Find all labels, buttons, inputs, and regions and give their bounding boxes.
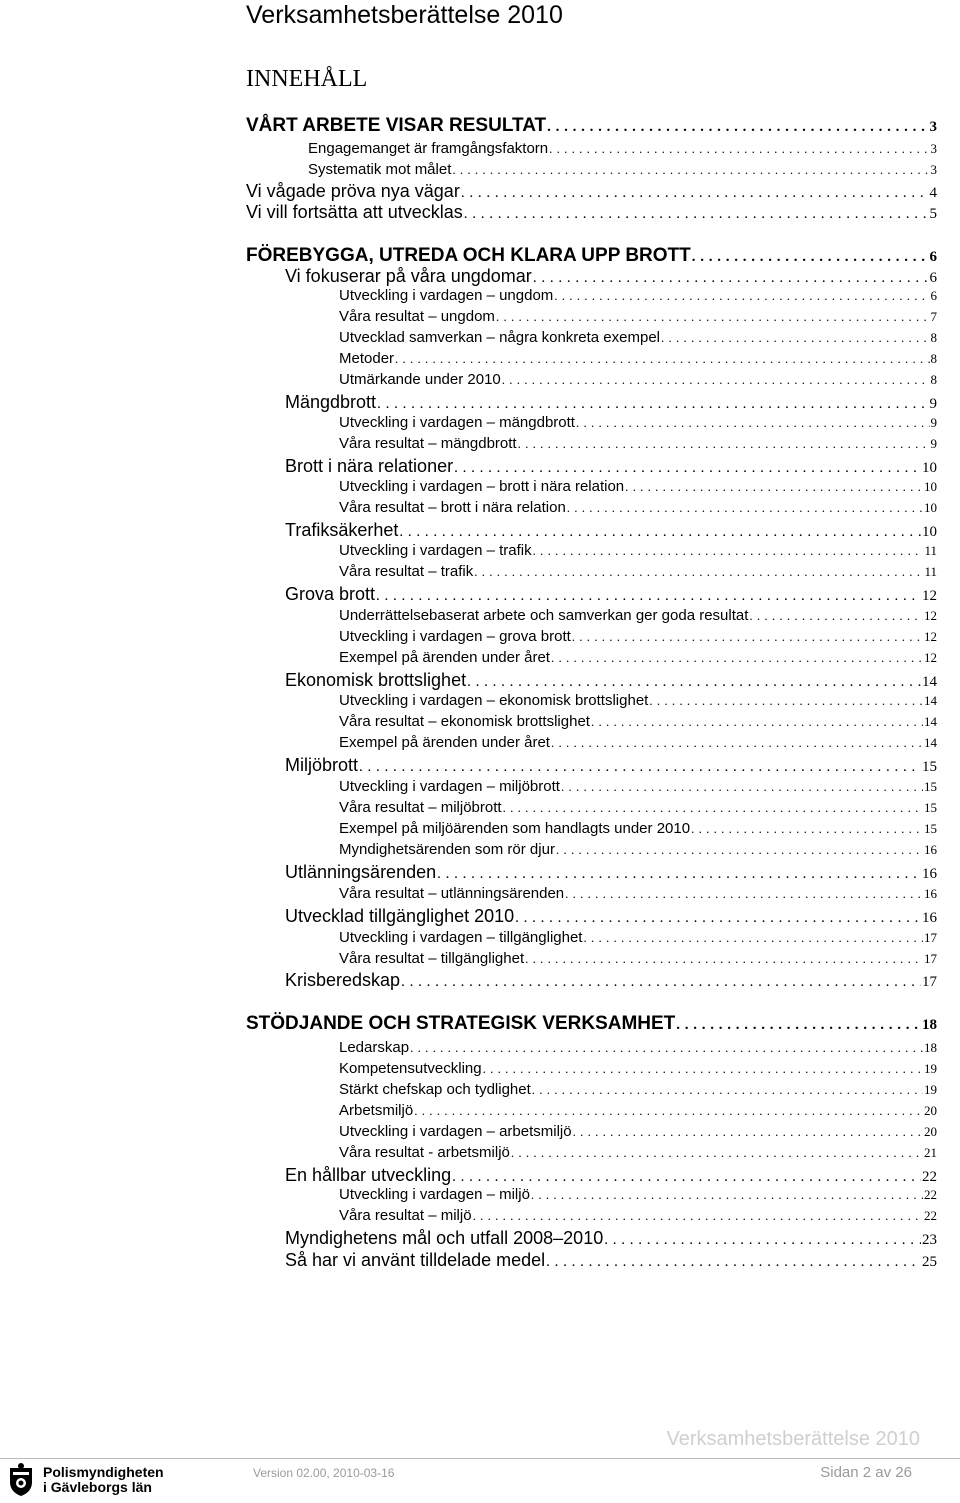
toc-dot-leader xyxy=(452,162,929,178)
toc-entry-page: 14 xyxy=(924,735,937,750)
toc-entry-title: Våra resultat – mängdbrott xyxy=(339,435,517,452)
toc-entry-page: 8 xyxy=(930,330,937,345)
toc-entry-page: 10 xyxy=(922,460,937,476)
toc-entry[interactable] xyxy=(285,1228,937,1249)
toc-entry[interactable] xyxy=(339,885,937,902)
toc-entry[interactable] xyxy=(339,607,937,624)
toc-entry[interactable] xyxy=(339,1060,937,1077)
toc-entry-page: 22 xyxy=(922,1169,937,1185)
toc-entry-title: Miljöbrott xyxy=(285,755,359,775)
toc-dot-leader xyxy=(359,759,921,776)
toc-entry[interactable] xyxy=(285,584,937,605)
toc-entry-title: Utveckling i vardagen – miljö xyxy=(339,1186,530,1203)
toc-dot-leader xyxy=(515,910,921,927)
toc-entry[interactable] xyxy=(339,542,937,559)
toc-entry[interactable] xyxy=(339,713,937,730)
toc-entry-page: 16 xyxy=(922,910,937,926)
toc-entry-title: Våra resultat – miljö xyxy=(339,1207,472,1224)
toc-entry-title: Våra resultat – trafik xyxy=(339,563,474,580)
toc-dot-leader xyxy=(554,288,929,304)
toc-entry-title: Utlänningsärenden xyxy=(285,862,437,882)
toc-entry-page: 16 xyxy=(922,866,937,882)
toc-dot-leader xyxy=(604,1232,921,1249)
toc-entry-title: Vi vill fortsätta att utvecklas xyxy=(246,202,463,222)
toc-dot-leader xyxy=(461,185,929,202)
toc-entry-title: Utveckling i vardagen – tillgänglighet xyxy=(339,929,583,946)
toc-entry-title: Vi vågade pröva nya vägar xyxy=(246,181,460,201)
toc-entry[interactable] xyxy=(339,950,937,967)
toc-entry-title: Systematik mot målet xyxy=(308,161,452,178)
toc-dot-leader xyxy=(483,1061,923,1077)
toc-entry-page: 15 xyxy=(924,779,937,794)
toc-entry-page: 8 xyxy=(930,351,937,366)
toc-entry-title: Utveckling i vardagen – arbetsmiljö xyxy=(339,1123,572,1140)
toc-dot-leader xyxy=(561,779,923,795)
toc-entry-title: Metoder xyxy=(339,350,395,367)
toc-entry[interactable] xyxy=(246,245,937,267)
toc-entry[interactable] xyxy=(339,1102,937,1119)
toc-entry-page: 10 xyxy=(922,524,937,540)
toc-dot-leader xyxy=(502,372,930,388)
toc-entry-title: STÖDJANDE OCH STRATEGISK VERKSAMHET xyxy=(246,1013,676,1034)
toc-dot-leader xyxy=(572,629,923,645)
toc-dot-leader xyxy=(464,206,929,223)
toc-entry[interactable] xyxy=(339,308,937,325)
toc-entry[interactable] xyxy=(339,1123,937,1140)
toc-dot-leader xyxy=(546,1254,921,1271)
toc-dot-leader xyxy=(547,119,928,136)
toc-dot-leader xyxy=(625,479,923,495)
footer-page-number: Sidan 2 av 26 xyxy=(820,1464,912,1481)
toc-entry-title: Utveckling i vardagen – grova brott xyxy=(339,628,571,645)
toc-entry-title: Utvecklad samverkan – några konkreta exempel xyxy=(339,329,660,346)
toc-entry[interactable] xyxy=(285,862,937,883)
toc-entry-page: 19 xyxy=(924,1061,937,1076)
toc-entry[interactable] xyxy=(285,266,937,287)
toc-entry-page: 14 xyxy=(924,693,937,708)
toc-entry[interactable] xyxy=(339,820,937,837)
toc-entry-title: Våra resultat – miljöbrott xyxy=(339,799,502,816)
toc-entry[interactable] xyxy=(339,841,937,858)
toc-entry-page: 11 xyxy=(924,564,937,579)
toc-entry-title: Exempel på ärenden under året xyxy=(339,734,550,751)
toc-entry[interactable] xyxy=(339,435,937,452)
toc-dot-leader xyxy=(576,415,930,431)
toc-entry-page: 9 xyxy=(930,415,937,430)
toc-entry[interactable] xyxy=(285,1250,937,1271)
toc-dot-leader xyxy=(649,693,923,709)
toc-entry-title: Våra resultat – ungdom xyxy=(339,308,495,325)
toc-dot-leader xyxy=(395,351,929,367)
toc-entry-page: 5 xyxy=(929,206,937,222)
toc-dot-leader xyxy=(567,500,923,516)
toc-dot-leader xyxy=(377,396,928,413)
toc-entry[interactable] xyxy=(339,478,937,495)
toc-entry-page: 7 xyxy=(930,309,937,324)
toc-entry-title: Ledarskap xyxy=(339,1039,410,1056)
toc-entry-page: 9 xyxy=(930,436,937,451)
toc-entry-title: Underrättelsebaserat arbete och samverkan ger goda resultat xyxy=(339,607,749,624)
toc-dot-leader xyxy=(437,866,921,883)
toc-entry[interactable] xyxy=(339,692,937,709)
toc-entry-title: Brott i nära relationer xyxy=(285,456,454,476)
toc-entry-page: 11 xyxy=(924,543,937,558)
toc-entry-page: 16 xyxy=(924,842,937,857)
toc-entry-title: Våra resultat – ekonomisk brottslighet xyxy=(339,713,590,730)
toc-entry-page: 3 xyxy=(930,141,937,156)
toc-dot-leader xyxy=(692,249,929,266)
toc-entry-title: Kompetensutveckling xyxy=(339,1060,482,1077)
toc-entry-page: 10 xyxy=(924,500,937,515)
toc-dot-leader xyxy=(583,930,923,946)
toc-dot-leader xyxy=(467,674,921,691)
toc-entry[interactable] xyxy=(339,1039,937,1056)
toc-entry-page: 14 xyxy=(922,674,937,690)
toc-entry[interactable] xyxy=(285,670,937,691)
toc-entry-page: 18 xyxy=(924,1040,937,1055)
toc-entry-page: 15 xyxy=(922,759,937,775)
toc-entry-title: Våra resultat – utlänningsärenden xyxy=(339,885,565,902)
toc-entry[interactable] xyxy=(246,115,937,137)
toc-entry-title: Exempel på ärenden under året xyxy=(339,649,550,666)
toc-entry-title: Våra resultat - arbetsmiljö xyxy=(339,1144,510,1161)
toc-entry-page: 23 xyxy=(922,1232,937,1248)
toc-entry-page: 9 xyxy=(929,396,937,412)
toc-dot-leader xyxy=(518,436,930,452)
footer-version: Version 02.00, 2010-03-16 xyxy=(253,1466,395,1480)
toc-entry[interactable] xyxy=(246,202,937,223)
toc-entry-title: Så har vi använt tilldelade medel xyxy=(285,1250,546,1270)
toc-dot-leader xyxy=(551,650,923,666)
toc-entry-page: 8 xyxy=(930,372,937,387)
toc-entry[interactable] xyxy=(308,161,937,178)
toc-entry[interactable] xyxy=(285,392,937,413)
toc-dot-leader xyxy=(532,1082,923,1098)
toc-entry-title: Vi fokuserar på våra ungdomar xyxy=(285,266,532,286)
toc-entry[interactable] xyxy=(285,520,937,541)
toc-entry-page: 20 xyxy=(924,1124,937,1139)
toc-entry-page: 12 xyxy=(922,588,937,604)
toc-entry[interactable] xyxy=(339,350,937,367)
toc-entry-page: 17 xyxy=(924,951,937,966)
toc-entry[interactable] xyxy=(339,1186,937,1203)
toc-entry-page: 17 xyxy=(924,930,937,945)
toc-entry-page: 10 xyxy=(924,479,937,494)
toc-entry-title: Grova brott xyxy=(285,584,376,604)
toc-entry[interactable] xyxy=(308,140,937,157)
toc-entry-title: Utveckling i vardagen – brott i nära relation xyxy=(339,478,625,495)
toc-dot-leader xyxy=(525,951,923,967)
toc-dot-leader xyxy=(531,1187,923,1203)
toc-entry-title: Krisberedskap xyxy=(285,970,401,990)
toc-entry[interactable] xyxy=(246,181,937,202)
toc-dot-leader xyxy=(473,1208,923,1224)
toc-entry[interactable] xyxy=(339,734,937,751)
toc-entry-title: Mängdbrott xyxy=(285,392,377,412)
toc-dot-leader xyxy=(549,141,929,157)
toc-dot-leader xyxy=(533,270,929,287)
toc-dot-leader xyxy=(452,1169,921,1186)
toc-entry-title: Engagemanget är framgångsfaktorn xyxy=(308,140,549,157)
toc-entry-title: Utveckling i vardagen – mängdbrott xyxy=(339,414,575,431)
footer-rule xyxy=(0,1458,960,1459)
toc-entry-page: 4 xyxy=(929,185,937,201)
toc-heading: INNEHÅLL xyxy=(246,66,368,92)
toc-dot-leader xyxy=(503,800,923,816)
toc-dot-leader xyxy=(565,886,923,902)
toc-entry-page: 6 xyxy=(930,288,937,303)
toc-entry-title: Ekonomisk brottslighet xyxy=(285,670,467,690)
crest-icon xyxy=(4,1462,38,1498)
toc-entry-title: Stärkt chefskap och tydlighet xyxy=(339,1081,531,1098)
toc-dot-leader xyxy=(376,588,921,605)
toc-entry-title: Utveckling i vardagen – miljöbrott xyxy=(339,778,560,795)
footer-document-title: Verksamhetsberättelse 2010 xyxy=(666,1428,920,1450)
toc-entry-title: Utveckling i vardagen – ungdom xyxy=(339,287,554,304)
toc-entry[interactable] xyxy=(339,1081,937,1098)
document-title: Verksamhetsberättelse 2010 xyxy=(246,1,563,29)
toc-entry[interactable] xyxy=(339,287,937,304)
toc-entry[interactable] xyxy=(339,929,937,946)
toc-entry-title: VÅRT ARBETE VISAR RESULTAT xyxy=(246,115,547,136)
logo-line-1: Polismyndigheten xyxy=(43,1464,164,1480)
toc-entry[interactable] xyxy=(339,329,937,346)
toc-entry-title: En hållbar utveckling xyxy=(285,1165,452,1185)
toc-entry-page: 6 xyxy=(929,249,937,265)
toc-entry-title: Arbetsmiljö xyxy=(339,1102,414,1119)
toc-entry-page: 21 xyxy=(924,1145,937,1160)
toc-entry-title: Utveckling i vardagen – ekonomisk brottslighet xyxy=(339,692,649,709)
toc-entry[interactable] xyxy=(339,563,937,580)
toc-dot-leader xyxy=(496,309,930,325)
toc-entry[interactable] xyxy=(285,755,937,776)
toc-entry[interactable] xyxy=(285,906,937,927)
toc-entry-page: 22 xyxy=(924,1208,937,1223)
toc-entry[interactable] xyxy=(339,499,937,516)
toc-entry-title: Utvecklad tillgänglighet 2010 xyxy=(285,906,515,926)
toc-entry-title: Myndighetsärenden som rör djur xyxy=(339,841,555,858)
toc-dot-leader xyxy=(556,842,923,858)
toc-dot-leader xyxy=(676,1017,921,1034)
toc-entry-page: 6 xyxy=(929,270,937,286)
toc-dot-leader xyxy=(410,1040,923,1056)
toc-entry-page: 22 xyxy=(924,1187,937,1202)
toc-entry[interactable] xyxy=(339,778,937,795)
police-authority-logo xyxy=(4,1462,164,1498)
toc-entry-page: 17 xyxy=(922,974,937,990)
toc-dot-leader xyxy=(474,564,923,580)
toc-entry[interactable] xyxy=(246,1013,937,1035)
toc-entry-page: 19 xyxy=(924,1082,937,1097)
toc-entry-title: Våra resultat – brott i nära relation xyxy=(339,499,566,516)
toc-entry-page: 18 xyxy=(922,1017,937,1033)
toc-dot-leader xyxy=(551,735,923,751)
toc-dot-leader xyxy=(414,1103,923,1119)
toc-entry-title: Utveckling i vardagen – trafik xyxy=(339,542,532,559)
toc-entry-page: 12 xyxy=(924,608,937,623)
toc-dot-leader xyxy=(573,1124,923,1140)
toc-dot-leader xyxy=(749,608,923,624)
toc-entry-title: Våra resultat – tillgänglighet xyxy=(339,950,525,967)
toc-entry[interactable] xyxy=(339,414,937,431)
toc-dot-leader xyxy=(691,821,923,837)
toc-dot-leader xyxy=(399,524,921,541)
toc-dot-leader xyxy=(511,1145,923,1161)
toc-entry-title: Trafiksäkerhet xyxy=(285,520,399,540)
toc-entry[interactable] xyxy=(339,799,937,816)
toc-entry[interactable] xyxy=(339,628,937,645)
toc-entry[interactable] xyxy=(285,456,937,477)
toc-entry-page: 14 xyxy=(924,714,937,729)
toc-entry-page: 15 xyxy=(924,821,937,836)
toc-entry[interactable] xyxy=(339,1144,937,1161)
toc-entry-page: 12 xyxy=(924,629,937,644)
toc-entry-page: 3 xyxy=(930,162,937,177)
toc-dot-leader xyxy=(661,330,930,346)
toc-entry-page: 15 xyxy=(924,800,937,815)
toc-entry[interactable] xyxy=(339,1207,937,1224)
toc-entry[interactable] xyxy=(339,649,937,666)
toc-entry-page: 16 xyxy=(924,886,937,901)
toc-entry-page: 25 xyxy=(922,1254,937,1270)
toc-dot-leader xyxy=(533,543,924,559)
toc-dot-leader xyxy=(454,460,921,477)
toc-dot-leader xyxy=(591,714,923,730)
toc-entry-title: Myndighetens mål och utfall 2008–2010 xyxy=(285,1228,604,1248)
toc-entry[interactable] xyxy=(339,371,937,388)
toc-entry-title: FÖREBYGGA, UTREDA OCH KLARA UPP BROTT xyxy=(246,245,691,266)
toc-entry-title: Exempel på miljöärenden som handlagts under 2010 xyxy=(339,820,691,837)
toc-entry-page: 3 xyxy=(929,119,937,135)
toc-entry-page: 12 xyxy=(924,650,937,665)
toc-dot-leader xyxy=(401,974,921,991)
toc-entry[interactable] xyxy=(285,970,937,991)
logo-line-2: i Gävleborgs län xyxy=(43,1479,152,1495)
toc-entry-page: 20 xyxy=(924,1103,937,1118)
toc-entry[interactable] xyxy=(285,1165,937,1186)
toc-entry-title: Utmärkande under 2010 xyxy=(339,371,501,388)
